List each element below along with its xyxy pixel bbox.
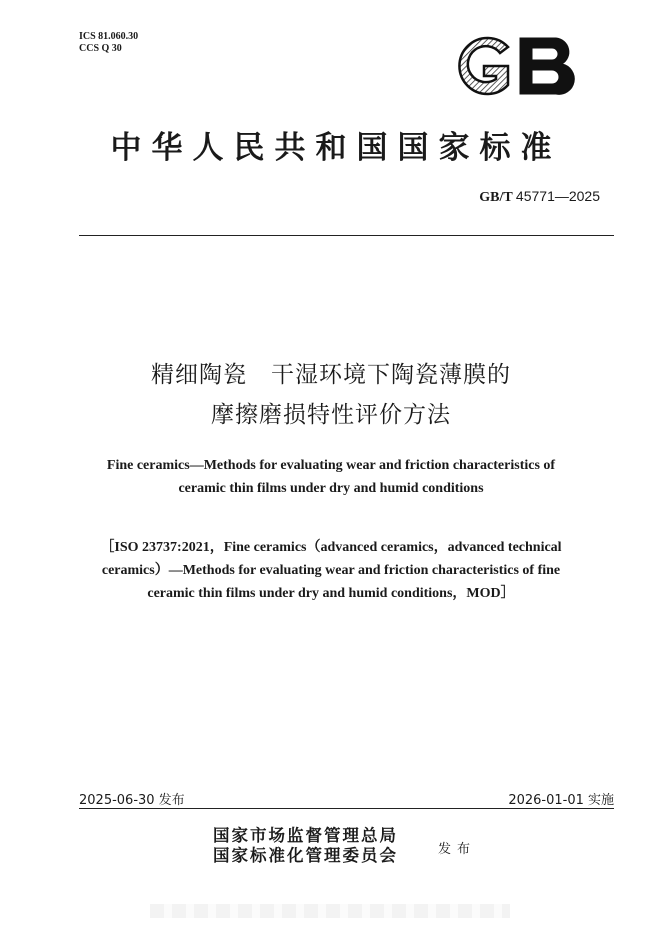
ics-code: ICS 81.060.30 (79, 31, 139, 42)
standard-number (479, 188, 600, 206)
standard-code: 45771—2025 (515, 188, 600, 204)
publisher-samr: 国家市场监督管理总局 (213, 826, 398, 845)
effective-date: 2026-01-01 实施 (508, 793, 614, 808)
iso-reference-line-3: ceramic thin films under dry and humid conditions，MOD］ (147, 586, 515, 601)
issue-date: 2025-06-30 发布 (79, 793, 185, 808)
gb-logo-icon (448, 33, 580, 99)
top-divider (79, 235, 614, 236)
iso-reference-line-1: ［ISO 23737:2021，Fine ceramics（advanced ceramics，advanced technical (100, 540, 562, 555)
classification-codes (79, 31, 138, 55)
title-cn-line-2: 摩擦磨损特性评价方法 (211, 402, 451, 428)
publisher-sac: 国家标准化管理委员会 (213, 846, 398, 865)
title-cn-line-1: 精细陶瓷 干湿环境下陶瓷薄膜的 (151, 362, 511, 388)
national-standard-title: 中华人民共和国国家标准 (110, 130, 562, 166)
publishing-organizations (213, 826, 398, 866)
faint-footer-watermark (150, 904, 510, 918)
title-en-line-2: ceramic thin films under dry and humid conditions (178, 481, 484, 496)
iso-reference-line-2: ceramics）—Methods for evaluating wear and friction characteristics of fine (101, 563, 561, 578)
title-en-line-1: Fine ceramics—Methods for evaluating wear and friction characteristics of (106, 458, 556, 473)
publish-label: 发布 (438, 842, 477, 857)
standard-prefix: GB/T (479, 190, 513, 205)
ccs-code: CCS Q 30 (79, 43, 122, 54)
bottom-divider (79, 808, 614, 809)
